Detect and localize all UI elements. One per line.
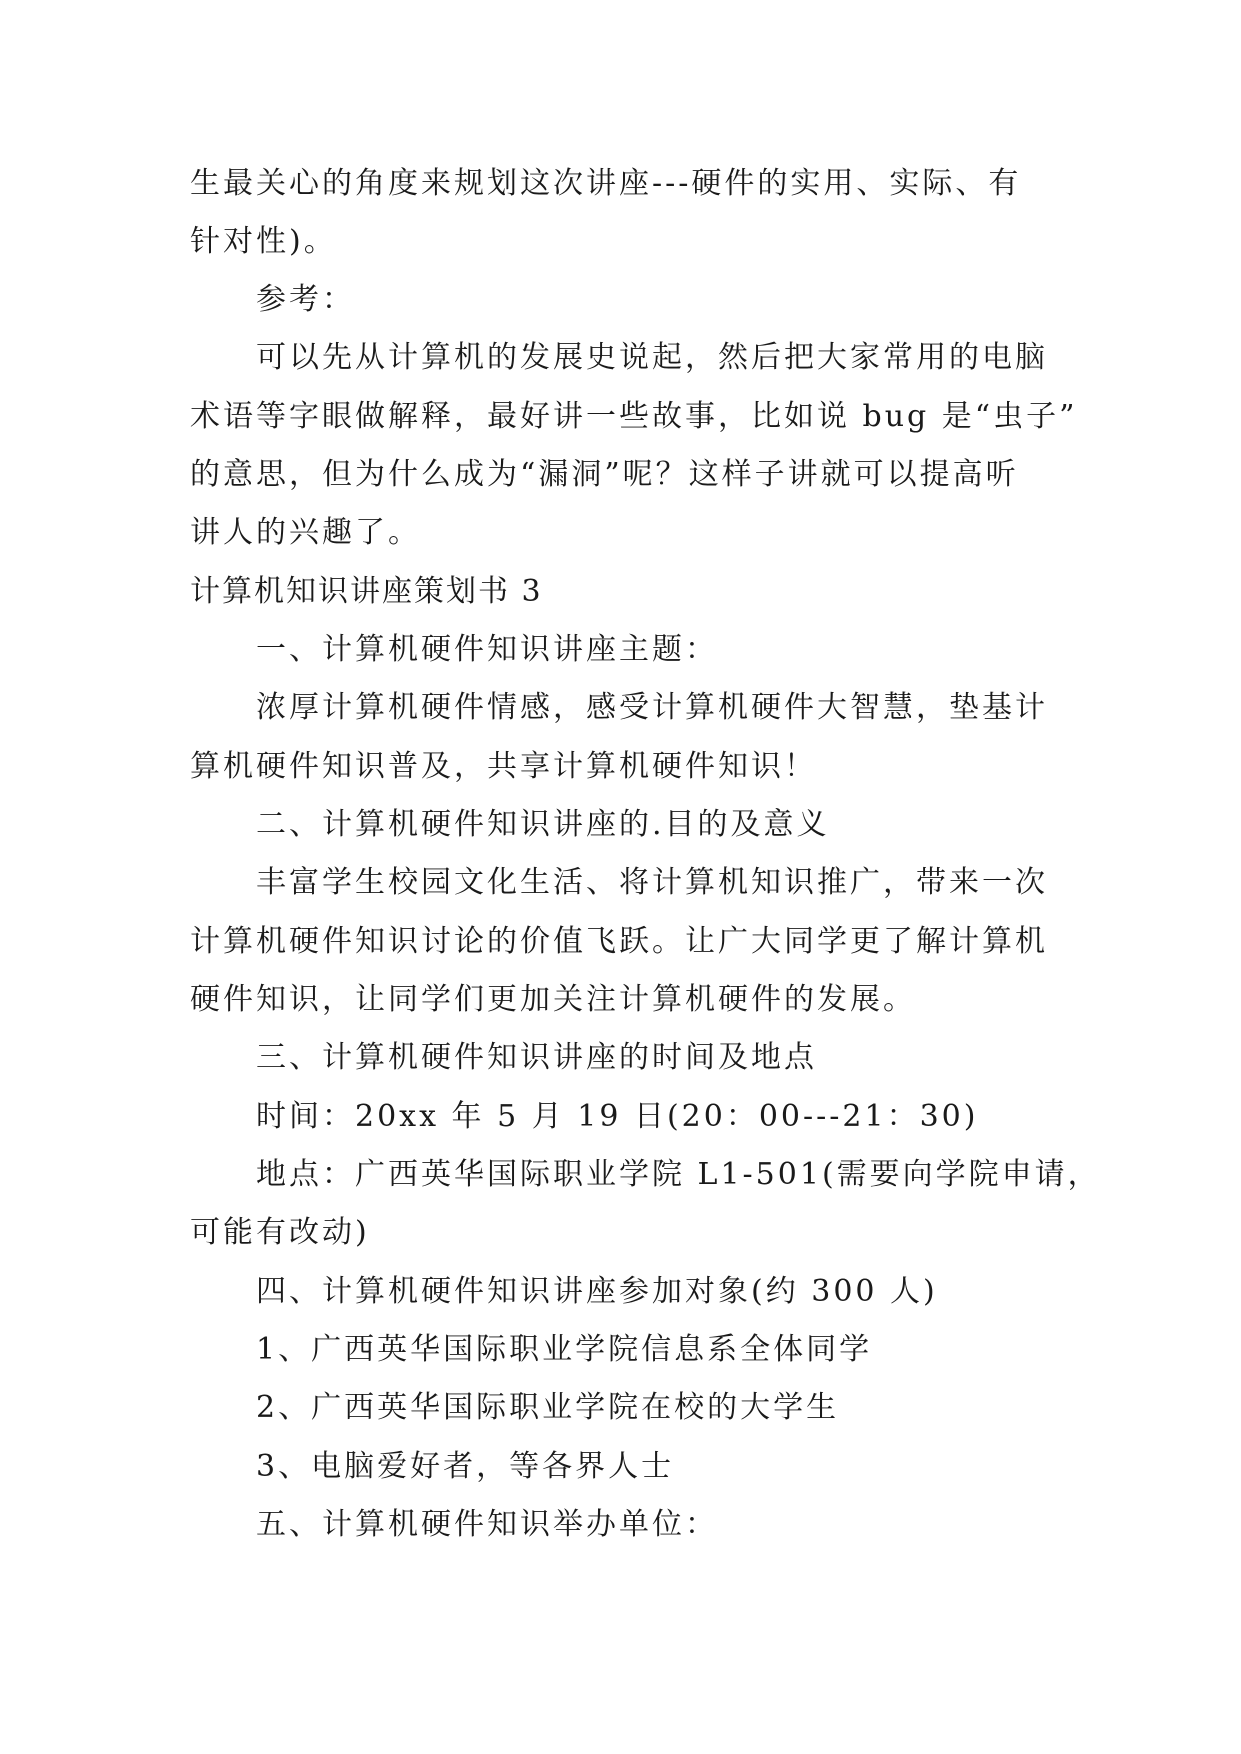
text-line: 四、计算机硬件知识讲座参加对象(约 300 人) — [256, 1274, 938, 1309]
text-line: 丰富学生校园文化生活、将计算机知识推广，带来一次 — [256, 865, 1048, 900]
list-item: 2、广西英华国际职业学院在校的大学生 — [256, 1390, 840, 1425]
text-line: 三、计算机硬件知识讲座的时间及地点 — [256, 1040, 817, 1075]
text-line: 可以先从计算机的发展史说起，然后把大家常用的电脑 — [256, 340, 1048, 375]
text-line: 时间：20xx 年 5 月 19 日(20：00---21：30) — [256, 1099, 979, 1134]
text-line: 五、计算机硬件知识举办单位： — [256, 1507, 718, 1542]
text-line: 的意思，但为什么成为“漏洞”呢？这样子讲就可以提高听 — [190, 457, 1019, 492]
text-line: 参考： — [256, 282, 355, 317]
text-line: 讲人的兴趣了。 — [190, 515, 421, 550]
text-line: 生最关心的角度来规划这次讲座---硬件的实用、实际、有 — [190, 166, 1022, 201]
list-item: 3、电脑爱好者，等各界人士 — [256, 1449, 675, 1484]
text-line: 针对性)。 — [190, 224, 337, 259]
text-line: 计算机硬件知识讨论的价值飞跃。让广大同学更了解计算机 — [190, 924, 1048, 959]
list-item: 1、广西英华国际职业学院信息系全体同学 — [256, 1332, 873, 1367]
text-line: 术语等字眼做解释，最好讲一些故事，比如说 bug 是“虫子” — [190, 399, 1078, 434]
text-line: 浓厚计算机硬件情感，感受计算机硬件大智慧，垫基计 — [256, 690, 1048, 725]
text-line: 一、计算机硬件知识讲座主题： — [256, 632, 718, 667]
section-title: 计算机知识讲座策划书 3 — [190, 574, 543, 609]
text-line: 二、计算机硬件知识讲座的.目的及意义 — [256, 807, 830, 842]
text-line: 硬件知识，让同学们更加关注计算机硬件的发展。 — [190, 982, 916, 1017]
text-line: 可能有改动) — [190, 1215, 370, 1250]
text-line: 地点：广西英华国际职业学院 L1-501(需要向学院申请， — [256, 1157, 1101, 1192]
text-line: 算机硬件知识普及，共享计算机硬件知识！ — [190, 749, 817, 784]
